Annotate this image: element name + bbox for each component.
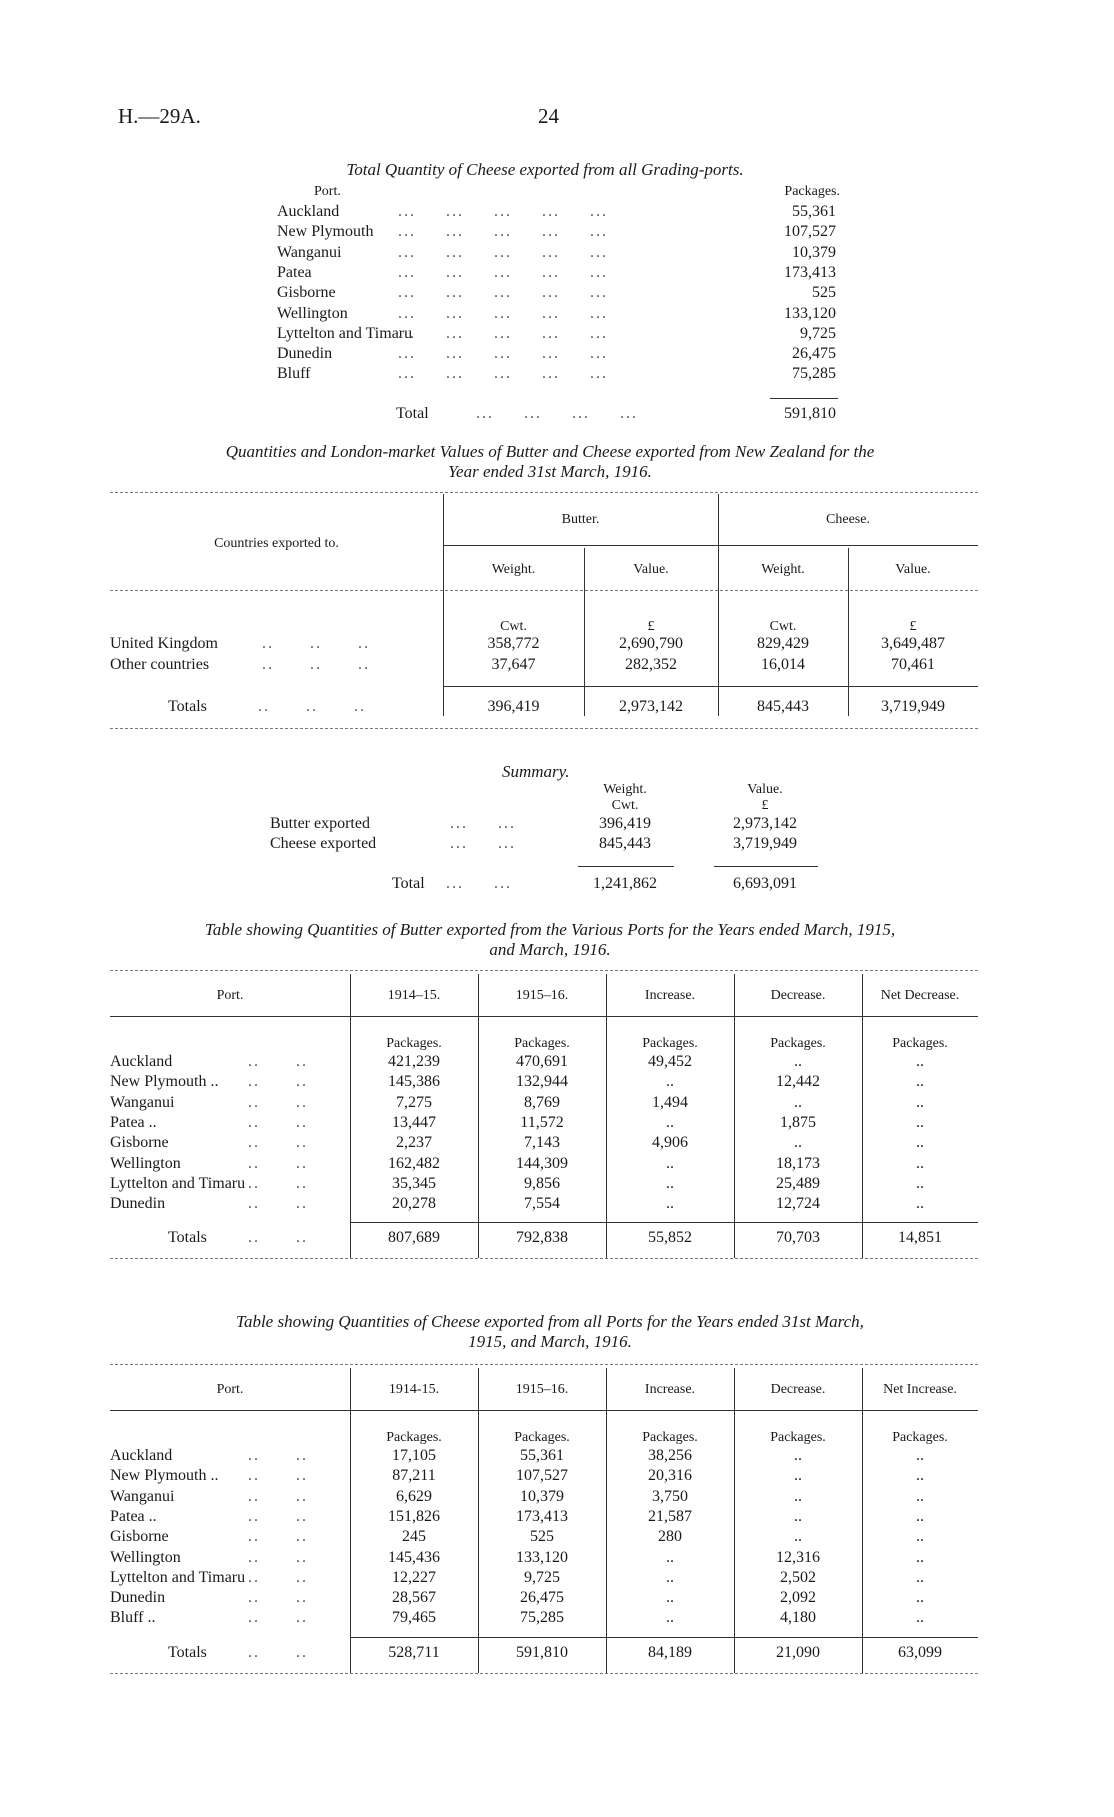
table4-cell-inc: 280 [658,1528,682,1546]
table4-leader: .. .. [248,1487,308,1505]
table4-cell-inc: .. [666,1589,674,1607]
table3-cell-dec: .. [794,1093,802,1111]
table3-cell-b: 7,143 [524,1134,560,1152]
summary-weight: 396,419 [599,815,651,832]
table1-leader: ... ... ... ... ... [398,304,608,322]
table4-totals-label: Totals [168,1643,207,1661]
table4-col-header: 1915–16. [515,1382,569,1397]
table4-cell-a: 87,211 [392,1467,436,1485]
table4-cell-dec: .. [794,1447,802,1464]
table3-cell-net: .. [916,1195,924,1213]
table4-totals-rule [350,1637,978,1638]
table3-cell-dec: 25,489 [776,1174,820,1192]
table2-butter-value-header: Value. [633,562,669,577]
summary-title: Summary. [502,762,570,781]
table4-col-header: Increase. [644,1382,696,1397]
table4-unit: Packages. [892,1430,948,1445]
table1-total-leader: ... ... ... ... [476,405,638,422]
table3-cell-inc: .. [666,1154,674,1172]
table3-cell-inc: .. [666,1113,674,1131]
table3-cell-a: 421,239 [388,1053,440,1070]
table3-port: Dunedin [110,1195,166,1213]
table4-cell-net: .. [916,1568,924,1586]
summary-total-weight: 1,241,862 [593,875,657,892]
table4-port: Lyttelton and Timaru [110,1568,246,1586]
table3-col-header: Increase. [644,988,696,1003]
table3-cell-dec: 12,724 [776,1195,820,1213]
table2-bottom-rule [110,728,978,729]
table4-leader: .. .. [248,1467,308,1485]
table4-port: Dunedin [110,1589,166,1607]
table4-cell-dec: .. [794,1467,802,1485]
table3-head-rule [110,1016,978,1017]
table1-port-header: Port. [314,184,341,199]
table3-totals-leader: .. .. [248,1229,308,1247]
table3-leader: .. .. [248,1073,308,1091]
table3-port: New Plymouth .. [110,1073,219,1091]
table3-cell-dec: .. [794,1053,802,1070]
table1-leader: ... ... ... ... ... [398,365,608,383]
table3-cell-b: 9,856 [524,1174,560,1192]
table3-cell-inc: 4,906 [652,1134,688,1152]
table4-cell-a: 6,629 [396,1487,432,1505]
table4-cell-a: 12,227 [392,1568,436,1586]
table4-bottom-rule [110,1673,978,1674]
table4-port: Wellington [110,1548,181,1566]
table2-leader: .. .. .. [262,656,370,673]
table4-col-header: Port. [216,1382,244,1397]
table2-totals-butter-value: 2,973,142 [619,698,683,715]
table1-packages: 9,725 [800,324,836,342]
table3-title-line2: and March, 1916. [489,940,611,959]
table2-cheese-value: 70,461 [891,656,935,673]
table4-port: Auckland [110,1447,173,1464]
summary-value: 2,973,142 [733,815,797,832]
table3-totals-inc: 55,852 [648,1229,692,1247]
table1-port: Gisborne [277,284,336,302]
table4-cell-a: 79,465 [392,1609,436,1627]
table3-cell-a: 2,237 [396,1134,432,1152]
table4-cell-a: 17,105 [392,1447,436,1464]
table2-totals-label: Totals [168,698,207,715]
table1-leader: ... ... ... ... ... [398,345,608,363]
table1-packages: 26,475 [792,345,836,363]
table1-port: Auckland [277,203,340,220]
table4-totals-inc: 84,189 [648,1643,692,1661]
summary-unit: £ [761,798,769,813]
table3-unit: Packages. [770,1036,826,1051]
table3-col-header: 1914–15. [387,988,441,1003]
table2-country: United Kingdom [110,635,218,652]
table3-port: Wanganui [110,1093,175,1111]
table3-totals-rule [350,1222,978,1223]
table3-cell-a: 20,278 [392,1195,436,1213]
table3-unit: Packages. [514,1036,570,1051]
table1-packages: 75,285 [792,365,836,383]
table2-title-line1: Quantities and London-market Values of Butter and Cheese exported from New Zealand for the [225,442,875,461]
table4-cell-b: 10,379 [520,1487,564,1505]
table3-col-header: Port. [216,988,244,1003]
table1-packages: 525 [812,284,836,302]
summary-weight: 845,443 [599,835,651,852]
table3-cell-a: 7,275 [396,1093,432,1111]
table4-head-rule [110,1410,978,1411]
table1-packages: 173,413 [784,263,836,281]
summary-total-label: Total [392,875,425,892]
table3-cell-inc: 49,452 [648,1053,692,1070]
table1-packages-header: Packages. [784,184,840,199]
table4-totals-net: 63,099 [898,1643,942,1661]
table3-top-rule [110,970,978,971]
table4-leader: .. .. [248,1589,308,1607]
table4-cell-b: 173,413 [516,1507,568,1525]
table3-cell-inc: 1,494 [652,1093,688,1111]
table4-col-header: Decrease. [770,1382,826,1397]
table4-top-rule [110,1364,978,1365]
table3-leader: .. .. [248,1154,308,1172]
table3-title-line1: Table showing Quantities of Butter exported from the Various Ports for the Years ended March, 1915, [204,920,896,939]
table4-col-header: Net Increase. [883,1382,957,1397]
table2-totals-cheese-value: 3,719,949 [881,698,945,715]
table4-cell-net: .. [916,1507,924,1525]
table4-cell-net: .. [916,1528,924,1546]
table1-packages: 107,527 [784,223,836,241]
table4-cell-net: .. [916,1467,924,1485]
table2-country: Other countries [110,656,210,673]
table2-cheese-value: 3,649,487 [881,635,945,652]
table2-group-rule [443,545,978,546]
table4-cell-a: 145,436 [388,1548,440,1566]
table4-totals-dec: 21,090 [776,1643,820,1661]
table4-cell-a: 245 [402,1528,426,1546]
table2-cheese-weight: 829,429 [757,635,809,652]
table3-cell-net: .. [916,1073,924,1091]
table4-leader: .. .. [248,1548,308,1566]
table2-butter-weight: 358,772 [487,635,540,652]
table1-leader: ... ... ... ... ... [398,243,608,261]
table1-port: Dunedin [277,345,333,363]
table1-port: Bluff [277,365,311,383]
table2-unit: Cwt. [769,619,797,634]
table3-port: Wellington [110,1154,181,1172]
summary-unit: Cwt. [611,798,639,813]
table4-cell-inc: .. [666,1609,674,1627]
table4-cell-dec: .. [794,1487,802,1505]
table3-totals-label: Totals [168,1229,207,1247]
table3-cell-a: 162,482 [388,1154,440,1172]
table4-cell-b: 55,361 [520,1447,564,1464]
summary-total-value: 6,693,091 [733,875,797,892]
table2-unit: £ [909,619,917,634]
table3-unit: Packages. [642,1036,698,1051]
table2-butter-weight-header: Weight. [491,562,536,577]
summary-weight-header: Weight. [603,782,647,797]
table2-title-line2: Year ended 31st March, 1916. [448,462,652,481]
table3-totals-b: 792,838 [516,1229,568,1247]
table2-butter-weight: 37,647 [491,656,536,673]
table3-cell-net: .. [916,1134,924,1152]
table3-totals-net: 14,851 [898,1229,942,1247]
table3-cell-dec: .. [794,1134,802,1152]
table3-totals-a: 807,689 [388,1229,440,1247]
table2-cheese-value-header: Value. [895,562,931,577]
table2-totals-cheese-weight: 845,443 [757,698,809,715]
table3-cell-b: 11,572 [520,1113,564,1131]
table3-unit: Packages. [892,1036,948,1051]
table2-totals-butter-weight: 396,419 [487,698,540,715]
table4-cell-net: .. [916,1447,924,1464]
table3-cell-b: 470,691 [516,1053,568,1070]
table4-totals-leader: .. .. [248,1643,308,1661]
table4-port: Gisborne [110,1528,169,1546]
table1-leader: ... ... ... ... ... [398,324,608,342]
table4-cell-dec: 12,316 [776,1548,820,1566]
table3-cell-a: 35,345 [392,1174,436,1192]
table3-cell-net: .. [916,1053,924,1070]
table4-leader: .. .. [248,1528,308,1546]
table3-col-header: Net Decrease. [880,988,960,1003]
table1-port: Wellington [277,304,348,322]
table3-cell-dec: 12,442 [776,1073,820,1091]
table4-cell-inc: 3,750 [652,1487,688,1505]
table4-cell-a: 151,826 [388,1507,440,1525]
summary-value: 3,719,949 [733,835,797,852]
table3-col-header: Decrease. [770,988,826,1003]
table4-leader: .. .. [248,1568,308,1586]
table4-port: Patea .. [110,1507,157,1525]
table4-cell-net: .. [916,1548,924,1566]
table3-leader: .. .. [248,1174,308,1192]
summary-leader: ... ... [450,815,516,832]
table4-cell-b: 525 [530,1528,554,1546]
table3-cell-inc: .. [666,1195,674,1213]
table3-cell-net: .. [916,1093,924,1111]
table4-leader: .. .. [248,1447,308,1464]
table3-cell-net: .. [916,1154,924,1172]
table2-totals-rule [443,686,978,687]
table1-total-rule [770,398,838,399]
table4-cell-b: 75,285 [520,1609,564,1627]
table1-port: New Plymouth [277,223,374,241]
table3-port: Lyttelton and Timaru [110,1174,246,1192]
table4-cell-dec: 2,092 [780,1589,816,1607]
summary-row-label: Cheese exported [270,835,377,852]
table4-cell-b: 133,120 [516,1548,568,1566]
table4-port: New Plymouth .. [110,1467,219,1485]
table4-port: Bluff .. [110,1609,156,1627]
table1-port: Lyttelton and Timaru [277,324,413,342]
table2-top-rule [110,492,978,493]
table4-cell-b: 9,725 [524,1568,560,1586]
table2-butter-header: Butter. [561,512,600,527]
table4-unit: Packages. [514,1430,570,1445]
table2-head-rule [110,590,978,591]
table4-cell-inc: 21,587 [648,1507,692,1525]
table1-title: Total Quantity of Cheese exported from all Grading-ports. [346,160,744,179]
table3-totals-dec: 70,703 [776,1229,820,1247]
table4-col-header: 1914-15. [388,1382,440,1397]
table4-cell-inc: 20,316 [648,1467,692,1485]
table3-leader: .. .. [248,1093,308,1111]
document-reference: H.—29A. [118,104,201,128]
table1-leader: ... ... ... ... ... [398,203,608,220]
table4-cell-inc: .. [666,1568,674,1586]
table2-leader: .. .. .. [262,635,370,652]
table4-cell-inc: .. [666,1548,674,1566]
table2-butter-value: 282,352 [625,656,677,673]
table3-leader: .. .. [248,1053,308,1070]
table3-unit: Packages. [386,1036,442,1051]
table4-cell-dec: .. [794,1507,802,1525]
summary-total-leader: ... ... [446,875,512,892]
table3-port: Gisborne [110,1134,169,1152]
table3-bottom-rule [110,1258,978,1259]
summary-total-rule [578,866,674,867]
table1-leader: ... ... ... ... ... [398,284,608,302]
table3-cell-b: 8,769 [524,1093,560,1111]
table4-unit: Packages. [770,1430,826,1445]
table2-countries-header: Countries exported to. [214,536,339,551]
table3-col-header: 1915–16. [515,988,569,1003]
table1-total-label: Total [396,405,429,422]
table2-cheese-weight-header: Weight. [761,562,805,577]
table3-cell-net: .. [916,1113,924,1131]
table3-cell-b: 144,309 [516,1154,568,1172]
table3-leader: .. .. [248,1113,308,1131]
table4-totals-a: 528,711 [388,1643,440,1661]
table4-leader: .. .. [248,1507,308,1525]
table4-cell-dec: 2,502 [780,1568,816,1586]
table3-leader: .. .. [248,1195,308,1213]
summary-leader: ... ... [450,835,516,852]
table4-title-line1: Table showing Quantities of Cheese exported from all Ports for the Years ended 31st March, [236,1312,864,1331]
table3-port: Patea .. [110,1113,157,1131]
table1-leader: ... ... ... ... ... [398,223,608,241]
table3-cell-inc: .. [666,1174,674,1192]
table3-cell-net: .. [916,1174,924,1192]
table2-cheese-header: Cheese. [826,512,870,527]
table1-total-value: 591,810 [784,405,836,422]
table4-cell-dec: 4,180 [780,1609,816,1627]
table2-totals-leader: .. .. .. [258,698,366,715]
table3-cell-inc: .. [666,1073,674,1091]
table4-cell-b: 107,527 [516,1467,568,1485]
table3-cell-b: 7,554 [524,1195,560,1213]
table1-packages: 10,379 [792,243,836,261]
table3-cell-b: 132,944 [516,1073,568,1091]
table4-port: Wanganui [110,1487,175,1505]
table3-cell-a: 13,447 [392,1113,436,1131]
table3-port: Auckland [110,1053,173,1070]
table3-cell-dec: 1,875 [780,1113,816,1131]
table4-unit: Packages. [386,1430,442,1445]
page-number: 24 [538,104,559,128]
table2-cheese-weight: 16,014 [761,656,805,673]
table4-cell-net: .. [916,1589,924,1607]
table2-unit: Cwt. [500,619,527,634]
table4-totals-b: 591,810 [516,1643,568,1661]
table3-cell-dec: 18,173 [776,1154,820,1172]
table4-cell-b: 26,475 [520,1589,564,1607]
table1-packages: 55,361 [792,203,836,220]
table2-unit: £ [647,619,655,634]
table4-leader: .. .. [248,1609,308,1627]
table4-cell-net: .. [916,1609,924,1627]
table4-cell-net: .. [916,1487,924,1505]
table1-port: Patea [277,263,312,281]
table1-port: Wanganui [277,243,342,261]
table3-cell-a: 145,386 [388,1073,440,1091]
table4-cell-dec: .. [794,1528,802,1546]
summary-row-label: Butter exported [270,815,370,832]
table4-unit: Packages. [642,1430,698,1445]
table2-butter-value: 2,690,790 [619,635,683,652]
summary-total-rule [714,866,818,867]
summary-value-header: Value. [747,782,783,797]
table1-leader: ... ... ... ... ... [398,263,608,281]
table4-title-line2: 1915, and March, 1916. [468,1332,632,1351]
table4-cell-inc: 38,256 [648,1447,692,1464]
table4-cell-a: 28,567 [392,1589,436,1607]
table3-leader: .. .. [248,1134,308,1152]
table1-packages: 133,120 [784,304,836,322]
